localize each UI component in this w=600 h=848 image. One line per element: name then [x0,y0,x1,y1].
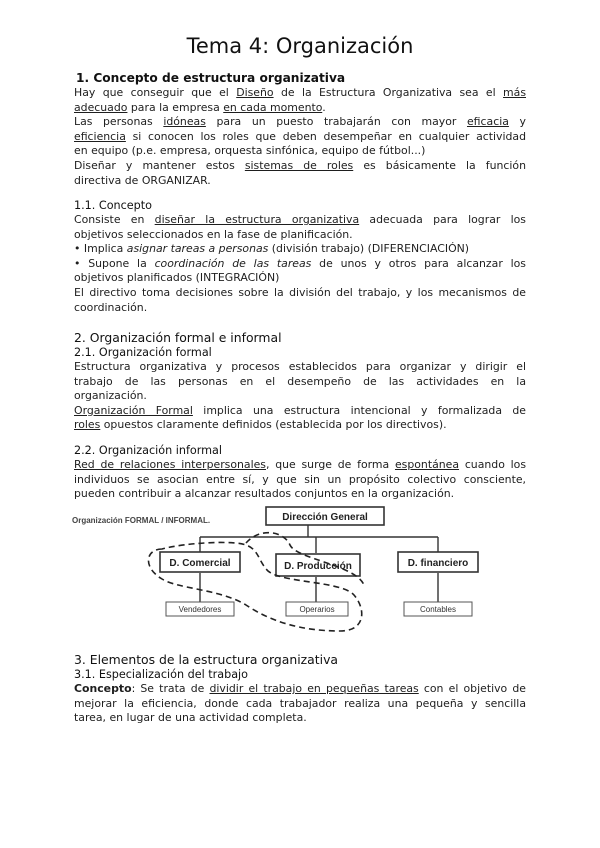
section-3-heading: 3. Elementos de la estructura organizativa [74,652,339,667]
s2-p3-line2: individuos se asocian entre sí, y que sin un propósito colectivo consciente, [74,472,526,486]
org-chart-diagram [70,505,510,645]
dept-label-1: D. Comercial [169,558,231,569]
s2-p2-line1: Organización Formal implica una estructura intencional y formalizada de [74,403,527,417]
s2-p2-line2: roles opuestos claramente definidos (establecida por los directivos). [74,418,447,432]
s3-p1-line1: Concepto: Se trata de dividir el trabajo en pequeñas tareas con el objetivo de [74,682,526,695]
section-2-heading: 2. Organización formal e informal [74,330,282,345]
s1-p3-line1: Diseñar y mantener estos sistemas de roles es básicamente la función [74,158,526,172]
s2-p1-line3: organización. [74,389,147,403]
unit-label-3: Contables [419,605,457,614]
s2-p1-line1: Estructura organizativa y procesos establecidos para organizar y dirigir el [74,360,526,373]
s11-p1-line1: Consiste en diseñar la estructura organizativa adecuada para lograr los [74,213,526,226]
s1-p2-line3: en equipo (p.e. empresa, orquesta sinfónica, equipo de fútbol...) [74,144,426,158]
s1-p1-line2: adecuado para la empresa en cada momento. [74,100,326,114]
s1-p1-line1: Hay que conseguir que el Diseño de la Estructura Organizativa sea el más [74,86,526,99]
unit-label-1: Vendedores [178,605,222,614]
s3-p1-line2: mejorar la eficiencia, donde cada trabajador realiza una pequeña y sencilla [74,696,526,710]
s11-bullet-1: • Implica asignar tareas a personas (división trabajo) (DIFERENCIACIÓN) [74,242,470,256]
s11-bullet-2-line2: objetivos planificados (INTEGRACIÓN) [74,271,280,285]
section-1-heading: 1. Concepto de estructura organizativa [76,71,346,85]
root-label: Dirección General [282,512,368,523]
s2-p3-line3: pueden contribuir a alcanzar resultados conjuntos en la organización. [74,487,455,501]
section-2-1-heading: 2.1. Organización formal [74,346,212,359]
s11-bullet-2-line1: • Supone la coordinación de las tareas de unos y otros para alcanzar los [74,256,526,270]
s2-p3-line1: Red de relaciones interpersonales, que surge de forma espontánea cuando los [74,458,526,471]
section-1-paragraphs [74,86,526,188]
section-3-1-heading: 3.1. Especialización del trabajo [74,668,248,681]
section-1-1-paragraphs [74,213,526,315]
dept-label-2: D. Producción [284,561,352,572]
s2-p1-line2: trabajo de las personas en el desempeño de las actividades en la [74,374,526,388]
s11-p1-line2: objetivos seleccionados en la fase de planificación. [74,227,353,241]
s11-p2-line1: El directivo toma decisiones sobre la división del trabajo, y los mecanismos de [74,285,526,299]
section-3-1-paragraphs [74,682,526,726]
section-2-2-paragraphs [74,458,526,502]
s1-p3-line2: directiva de ORGANIZAR. [74,173,211,187]
dept-label-3: D. financiero [407,558,469,569]
s1-p2-line2: eficiencia si conocen los roles que deben desempeñar en cualquier actividad [74,129,526,143]
section-2-1-paragraphs [74,360,526,433]
page-title: Tema 4: Organización [186,34,414,58]
unit-label-2: Operarios [299,605,335,614]
diagram-title: Organización FORMAL / INFORMAL. [72,516,211,525]
section-2-2-heading: 2.2. Organización informal [74,444,222,457]
s1-p2-line1: Las personas idóneas para un puesto trabajarán con mayor eficacia y [74,115,526,129]
section-1-1-heading: 1.1. Concepto [74,199,153,212]
s11-p2-line2: coordinación. [74,300,148,314]
s3-p1-line3: tarea, en lugar de una actividad completa. [74,711,307,725]
